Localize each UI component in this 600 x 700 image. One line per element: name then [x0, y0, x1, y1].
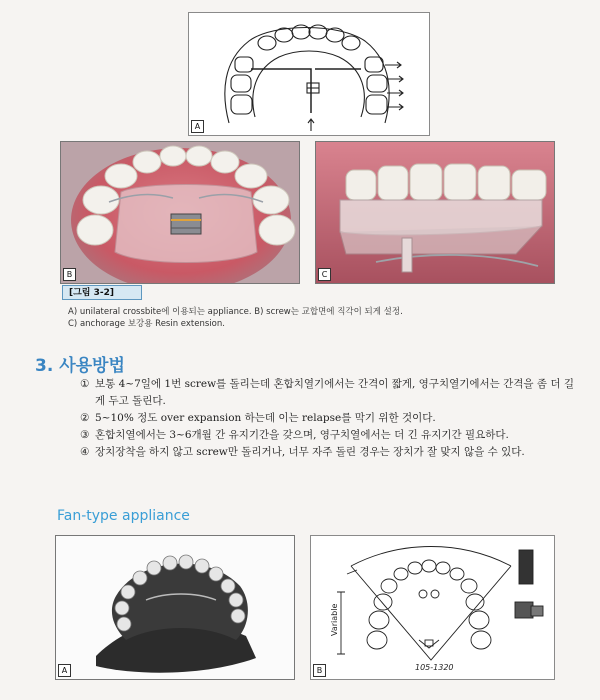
usage-item [80, 376, 580, 410]
fan-model-photo [56, 536, 294, 679]
figure-a-label: A [191, 120, 204, 133]
usage-item-text: 혼합치열에서는 3~6개월 간 유지기간을 갖으며, 영구치열에서는 더 긴 유지기간 필요하다. [95, 429, 509, 441]
figure-c-label: C [318, 268, 331, 281]
usage-item-number: ① [80, 378, 90, 390]
usage-item [80, 410, 580, 427]
fan-figure-a-label: A [58, 664, 71, 677]
fan-figure-b-label: B [313, 664, 326, 677]
usage-item-text: 장치장착을 하지 않고 screw만 돌리거나, 너무 자주 돌린 경우는 장치가 잘 맞지 않을 수 있다. [95, 446, 525, 458]
figure-b-photo [60, 141, 300, 284]
usage-item-number: ② [80, 412, 90, 424]
variable-label: Variable [330, 603, 339, 636]
figure-b-label: B [63, 268, 76, 281]
usage-item-text: 5~10% 정도 over expansion 하는데 이는 relapse를 막기 위한 것이다. [95, 412, 436, 424]
usage-item-number: ④ [80, 446, 90, 458]
usage-item-number: ③ [80, 429, 90, 441]
figure-a-diagram [188, 12, 430, 136]
fan-figure-a-photo [55, 535, 295, 680]
upper-arch-diagram [189, 13, 429, 135]
section-title: 3. 사용방법 [35, 356, 125, 376]
figure-c-photo [315, 141, 555, 284]
usage-item [80, 444, 580, 461]
fan-type-title: Fan-type appliance [57, 508, 190, 524]
fan-arch-diagram [311, 536, 554, 679]
fan-code-label: 105-1320 [415, 663, 454, 672]
appliance-photo-b [61, 142, 299, 283]
figure-caption-title: [그림 3-2] [62, 285, 142, 300]
appliance-photo-c [316, 142, 554, 283]
figure-caption-line-1: A) unilateral crossbite에 이용되는 appliance. B) screw는 교합면에 직각이 되게 설정. [68, 307, 403, 317]
figure-caption-line-2: C) anchorage 보강용 Resin extension. [68, 319, 225, 329]
usage-list [80, 376, 580, 461]
usage-item [80, 427, 580, 444]
fan-figure-b-diagram [310, 535, 555, 680]
usage-item-text: 보통 4~7일에 1번 screw를 돌리는데 혼합치열기에서는 간격이 짧게, 영구치열기에서는 간격을 좀 더 길게 두고 돌린다. [95, 378, 575, 407]
